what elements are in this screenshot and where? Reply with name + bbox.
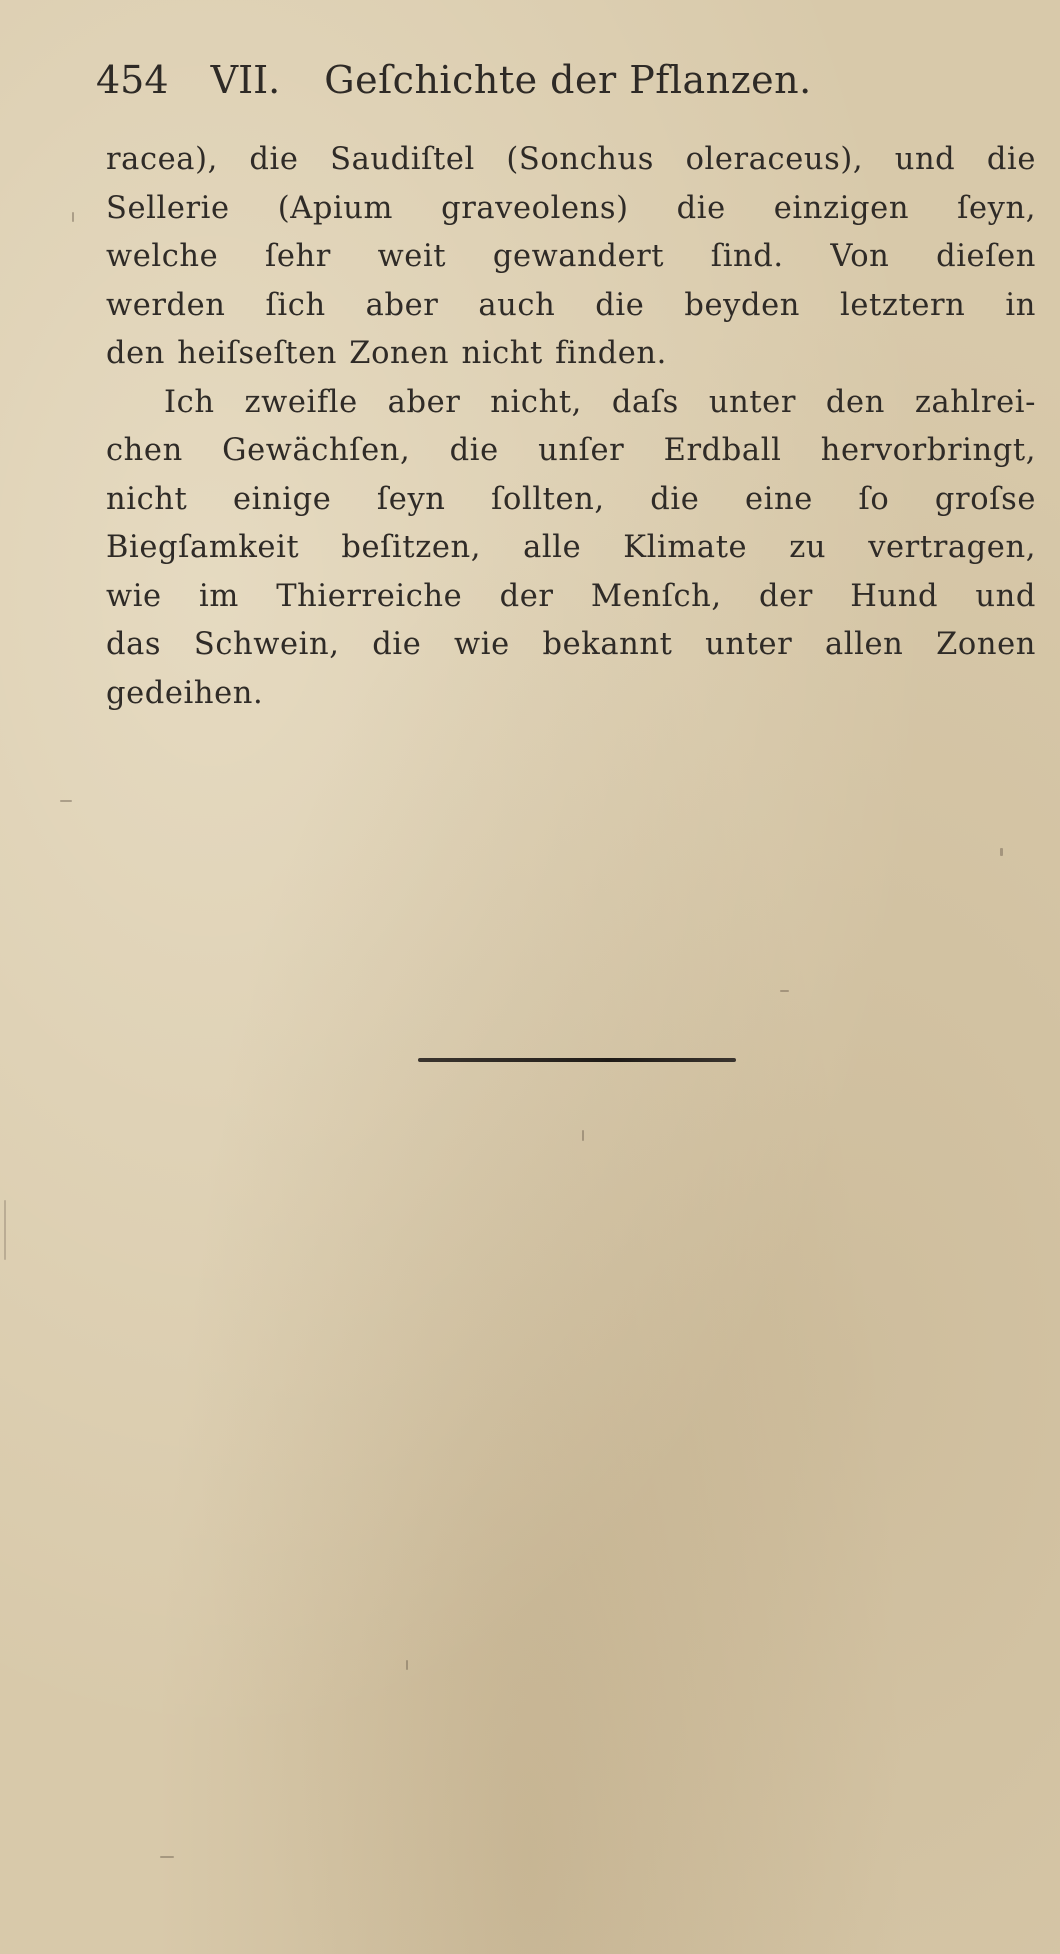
running-header bbox=[96, 50, 956, 110]
paper-speck bbox=[4, 1200, 6, 1260]
paragraph-1 bbox=[106, 136, 1036, 379]
running-title: Geſchichte der Pflanzen. bbox=[324, 58, 812, 102]
text-line: werden ſich aber auch die beyden letztern in bbox=[106, 287, 1036, 323]
paper-speck bbox=[582, 1130, 584, 1141]
paper-speck bbox=[72, 212, 74, 222]
text-line: welche ſehr weit gewandert ſind. Von dieſen bbox=[106, 239, 1036, 274]
text-line: wie im Thierreiche der Menſch, der Hund und bbox=[106, 578, 1036, 614]
text-line: das Schwein, die wie bekannt unter allen Zonen bbox=[106, 627, 1036, 662]
text-line: Ich zweifle aber nicht, daſs unter den zahlrei- bbox=[164, 384, 1036, 420]
page-number: 454 bbox=[96, 58, 169, 102]
paper-speck bbox=[780, 990, 789, 992]
body-text bbox=[106, 136, 1036, 718]
paper-speck bbox=[60, 800, 72, 802]
text-line: den heiſseſten Zonen nicht finden. bbox=[106, 336, 667, 371]
paper-speck bbox=[406, 1660, 408, 1670]
text-line: racea), die Saudiſtel (Sonchus oleraceus), und die bbox=[106, 142, 1036, 177]
paper-speck bbox=[160, 1856, 174, 1858]
text-line: Biegſamkeit beſitzen, alle Klimate zu vertragen, bbox=[106, 530, 1036, 565]
text-line: nicht einige ſeyn ſollten, die eine ſo groſse bbox=[106, 481, 1036, 517]
text-line: chen Gewächſen, die unſer Erdball hervorbringt, bbox=[106, 433, 1036, 468]
paragraph-2 bbox=[106, 379, 1036, 719]
text-line: Sellerie (Apium graveolens) die einzigen ſeyn, bbox=[106, 190, 1036, 226]
chapter-number: VII. bbox=[210, 58, 281, 102]
section-divider-rule bbox=[418, 1058, 736, 1062]
text-line: gedeihen. bbox=[106, 675, 264, 711]
paper-speck bbox=[1000, 848, 1003, 856]
